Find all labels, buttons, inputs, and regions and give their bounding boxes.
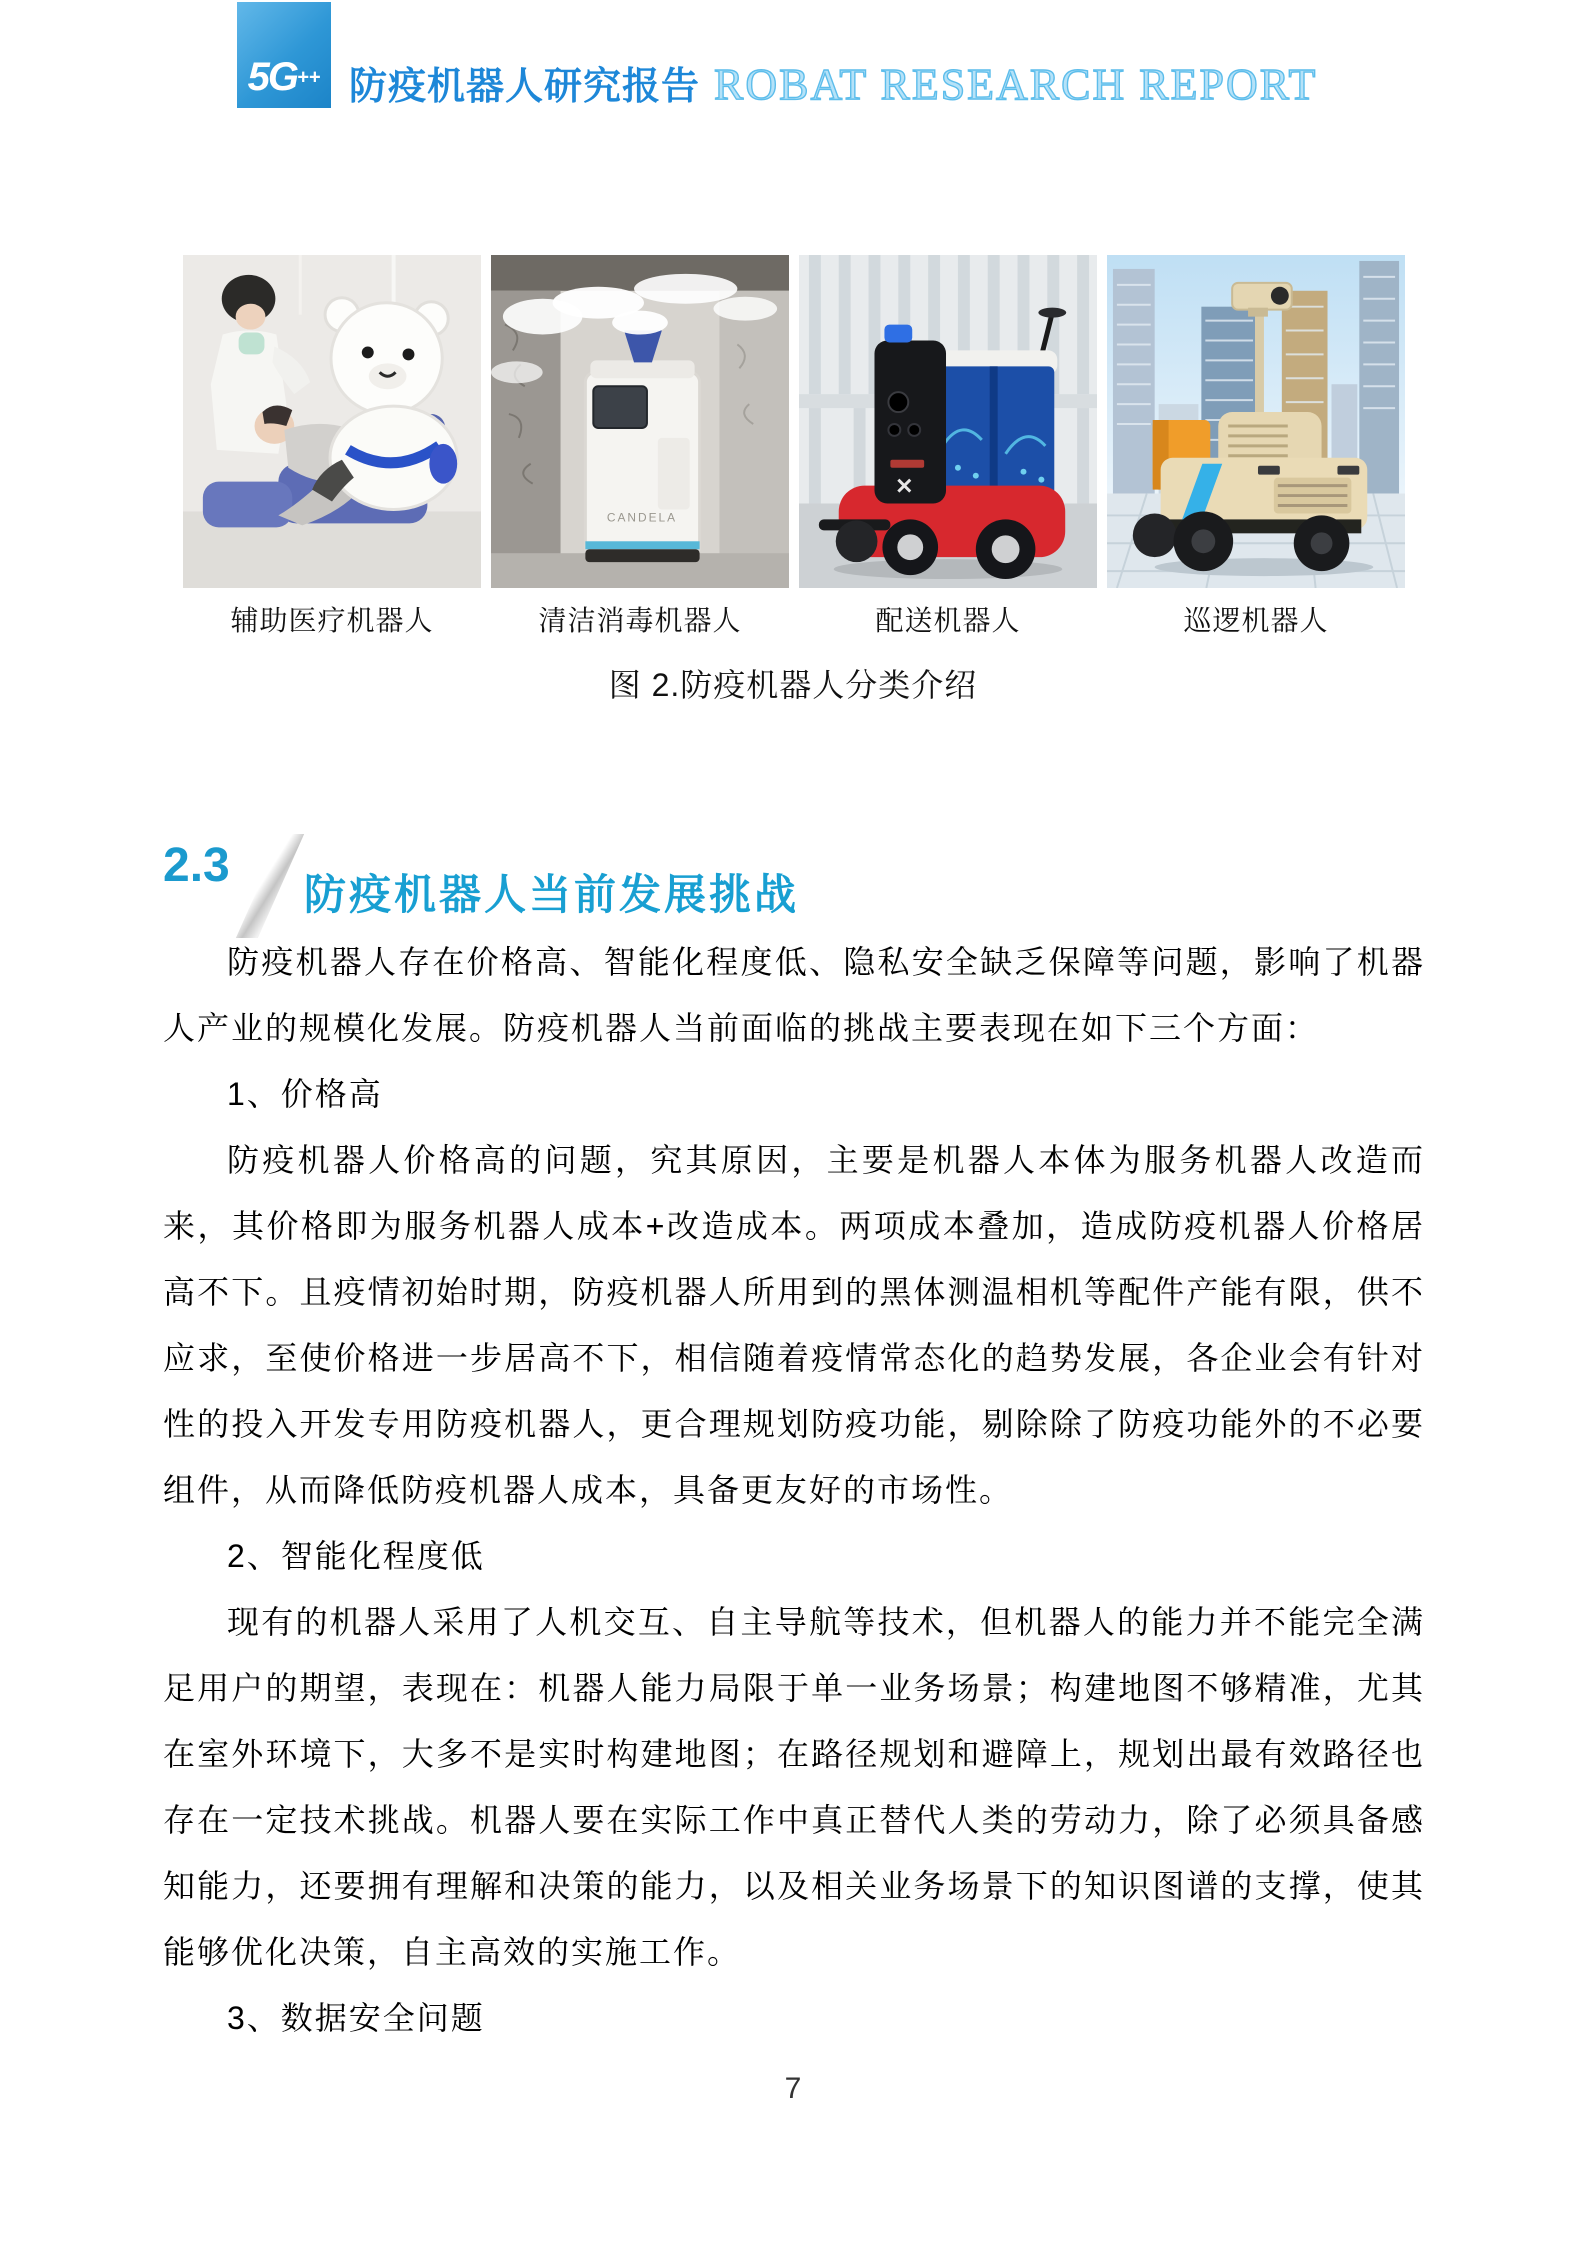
disinfection-robot-image [491,255,789,588]
body-text [163,929,1425,2051]
figure-item-patrol [1107,255,1405,639]
report-title-chinese: 防疫机器人研究报告 [349,66,701,108]
report-header [349,55,1317,110]
patrol-robot-image [1107,255,1405,588]
disinfection-robot-brand: CANDELA [606,510,678,525]
report-title-english: ROBAT RESEARCH REPORT [714,60,1318,109]
paragraph-intelligence: 现有的机器人采用了人机交互、自主导航等技术，但机器人的能力并不能完全满足用户的期望，表现在：机器人能力局限于单一业务场景；构建地图不够精准，尤其在室外环境下，大多不是实时构建地图；在路径规划和避障上，规划出最有效路径也存在一定技术挑战。机器人要在实际工作中真正替代人类的劳动力，除了必须具备感知能力，还要拥有理解和决策的能力，以及相关业务场景下的知识图谱的支撑，使其能够优化决策，自主高效的实施工作。 [163,1604,1425,1970]
robot-caption-patrol: 巡逻机器人 [1183,605,1329,636]
section-title: 防疫机器人当前发展挑战 [304,871,800,918]
figure-item-delivery [799,255,1097,639]
paragraph-intro: 防疫机器人存在价格高、智能化程度低、隐私安全缺乏保障等问题，影响了机器人产业的规模化发展。防疫机器人当前面临的挑战主要表现在如下三个方面： [163,944,1425,1046]
subheading-price: 1、价格高 [227,1076,383,1112]
paragraph-price: 防疫机器人价格高的问题，究其原因，主要是机器人本体为服务机器人改造而来，其价格即为服务机器人成本+改造成本。两项成本叠加，造成防疫机器人价格居高不下。且疫情初始时期，防疫机器人所用到的黑体测温相机等配件产能有限，供不应求，至使价格进一步居高不下，相信随着疫情常态化的趋势发展，各企业会有针对性的投入开发专用防疫机器人，更合理规划防疫功能，剔除除了防疫功能外的不必要组件，从而降低防疫机器人成本，具备更友好的市场性。 [163,1142,1425,1508]
page-number: 7 [784,2072,802,2105]
5g-logo-text: 5G++ [247,55,321,99]
section-number: 2.3 [163,839,230,892]
figure-item-medical [183,255,481,639]
section-heading [163,836,1063,940]
delivery-robot-image [799,255,1097,588]
robot-caption-medical: 辅助医疗机器人 [230,605,434,636]
robot-caption-disinfection: 清洁消毒机器人 [538,605,742,636]
robot-caption-delivery: 配送机器人 [875,605,1021,636]
section-fold-decoration [236,834,304,938]
5g-logo [237,2,331,108]
subheading-intelligence: 2、智能化程度低 [227,1538,485,1574]
subheading-data-security: 3、数据安全问题 [227,2000,485,2036]
figure-item-disinfection [491,255,789,639]
robot-figure-row [183,255,1405,639]
figure-caption: 图 2.防疫机器人分类介绍 [608,667,978,703]
medical-assist-robot-image [183,255,481,588]
